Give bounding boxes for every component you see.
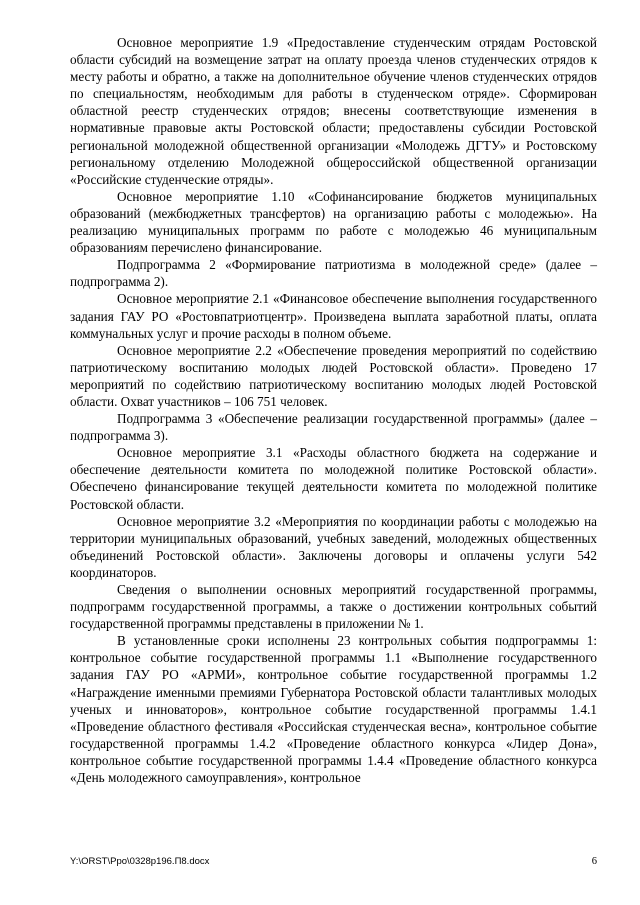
paragraph-measure-2-2: Основное мероприятие 2.2 «Обеспечение проведения мероприятий по содействию патриотическому воспитанию молодых людей Ростовской области». Проведено 17 мероприятий по содействию патриотическому воспитанию молодых людей Ростовской области. Охват участников – 106 751 человек. [70,342,597,409]
paragraph-measure-3-1: Основное мероприятие 3.1 «Расходы областного бюджета на содержание и обеспечение деятельности комитета по молодежной политике Ростовской области». Обеспечено финансирование текущей деятельности комитета по молодежной политике Ростовской области. [70,445,597,512]
document-body [70,34,597,786]
paragraph-subprogram-3: Подпрограмма 3 «Обеспечение реализации государственной программы» (далее – подпрограмма 3). [70,411,597,444]
paragraph-control-events: В установленные сроки исполнены 23 контрольных события подпрограммы 1: контрольное событие государственной программы 1.1 «Выполнение государственного задания ГАУ РО «АРМИ», контрольное событие государственной программы 1.2 «Награждение именными премиями Губернатора Ростовской области талантливых молодых ученых и инноваторов», контрольное событие государственной программы 1.4.1 «Проведение областного фестиваля «Российская студенческая весна», контрольное событие государственной программы 1.4.2 «Проведение областного конкурса «Лидер Дона», контрольное событие государственной программы 1.4.4 «Проведение областного конкурса «День молодежного самоуправления», контрольное [70,633,597,786]
paragraph-measure-1-9: Основное мероприятие 1.9 «Предоставление студенческим отрядам Ростовской области субсидий на возмещение затрат на оплату проезда членов студенческих отрядов к месту работы и обратно, а также на дополнительное обучение членов студенческих отрядов по специальностям, необходимым для работы в студенческом отряде». Сформирован областной реестр студенческих отрядов; внесены соответствующие изменения в нормативные правовые акты Ростовской области; предоставлены субсидии Ростовской региональной молодежной общественной организации «Молодежь ДГТУ» и Ростовскому региональному отделению Молодежной общероссийской общественной организации «Российские студенческие отряды». [70,35,597,187]
footer-file-path: Y:\ORST\Ppo\0328p196.П8.docx [70,856,210,867]
paragraph-appendix-reference: Сведения о выполнении основных мероприятий государственной программы, подпрограмм государственной программы, а также о достижении контрольных событий государственной программы представлены в приложении № 1. [70,582,597,632]
paragraph-measure-3-2: Основное мероприятие 3.2 «Мероприятия по координации работы с молодежью на территории муниципальных образований, учебных заведений, молодежных общественных объединений Ростовской области». Заключены договоры и оплачены услуги 542 координаторов. [70,513,597,580]
paragraph-measure-1-10: Основное мероприятие 1.10 «Софинансирование бюджетов муниципальных образований (межбюджетных трансфертов) на организацию работы с молодежью». На реализацию муниципальных программ по работе с молодежью 46 муниципальным образованиям перечислено финансирование. [70,188,597,256]
paragraph-subprogram-2: Подпрограмма 2 «Формирование патриотизма в молодежной среде» (далее – подпрограмма 2). [70,257,597,290]
page-number: 6 [591,856,597,867]
paragraph-measure-2-1: Основное мероприятие 2.1 «Финансовое обеспечение выполнения государственного задания ГАУ РО «Ростовпатриотцентр». Произведена выплата заработной платы, оплата коммунальных услуг и прочие расходы в полном объеме. [70,291,597,341]
